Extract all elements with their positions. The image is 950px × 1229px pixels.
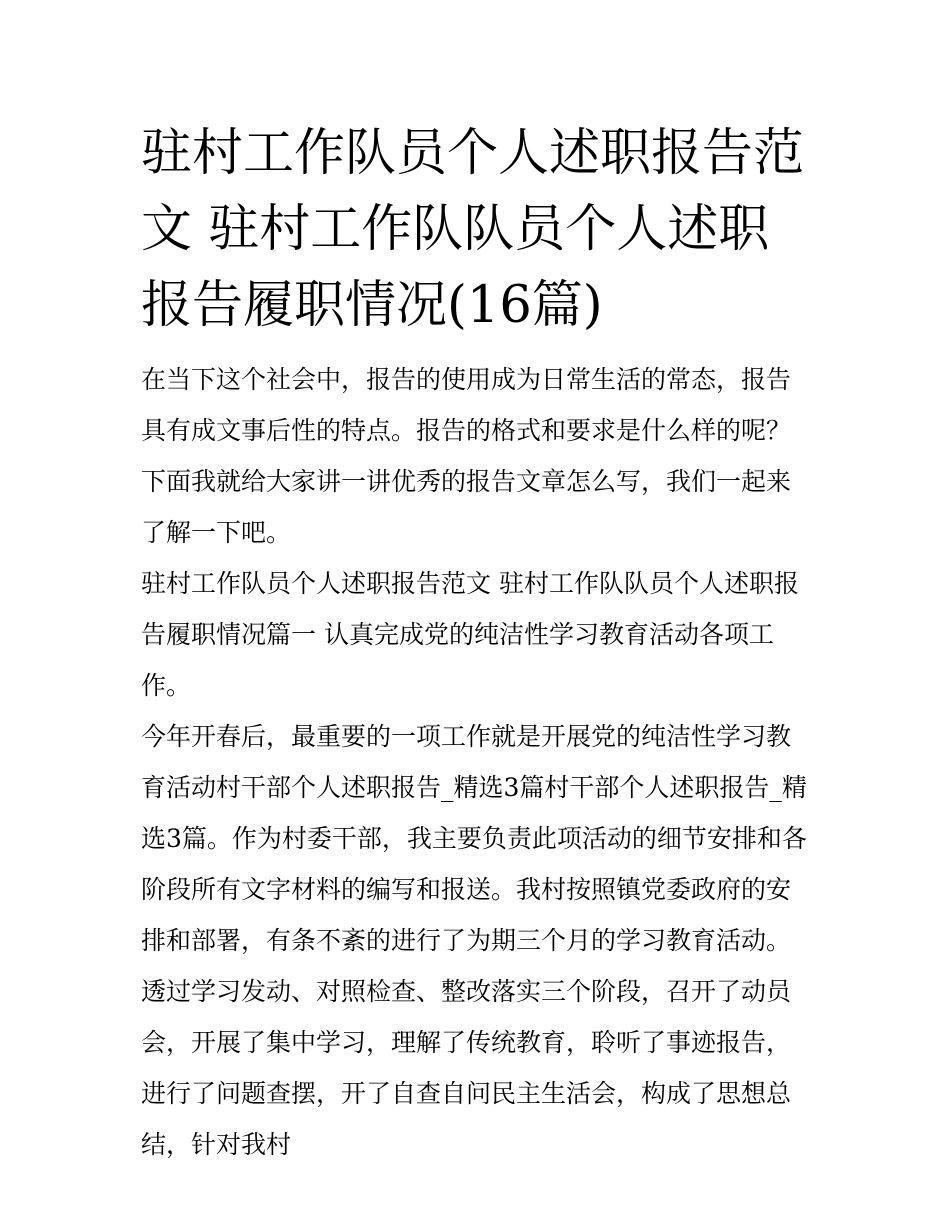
document-body	[141, 116, 813, 1170]
paragraph-body: 今年开春后，最重要的一项工作就是开展党的纯洁性学习教育活动村干部个人述职报告_精选3篇村干部个人述职报告_精选3篇。作为村委干部，我主要负责此项活动的细节安排和各阶段所有文字材料的编写和报送。我村按照镇党委政府的安排和部署，有条不紊的进行了为期三个月的学习教育活动。透过学习发动、对照检查、整改落实三个阶段，召开了动员会，开展了集中学习，理解了传统教育，聆听了事迹报告，进行了问题查摆，开了自查自问民主生活会，构成了思想总结，针对我村	[141, 722, 807, 1159]
document-title: 驻村工作队员个人述职报告范文 驻村工作队队员个人述职报告履职情况(16篇)	[141, 124, 805, 335]
paragraph-section-heading: 驻村工作队员个人述职报告范文 驻村工作队队员个人述职报告履职情况篇一 认真完成党的纯洁性学习教育活动各项工作。	[141, 569, 799, 700]
paragraph-intro: 在当下这个社会中，报告的使用成为日常生活的常态，报告具有成文事后性的特点。报告的格式和要求是什么样的呢？下面我就给大家讲一讲优秀的报告文章怎么写，我们一起来了解一下吧。	[141, 365, 792, 547]
